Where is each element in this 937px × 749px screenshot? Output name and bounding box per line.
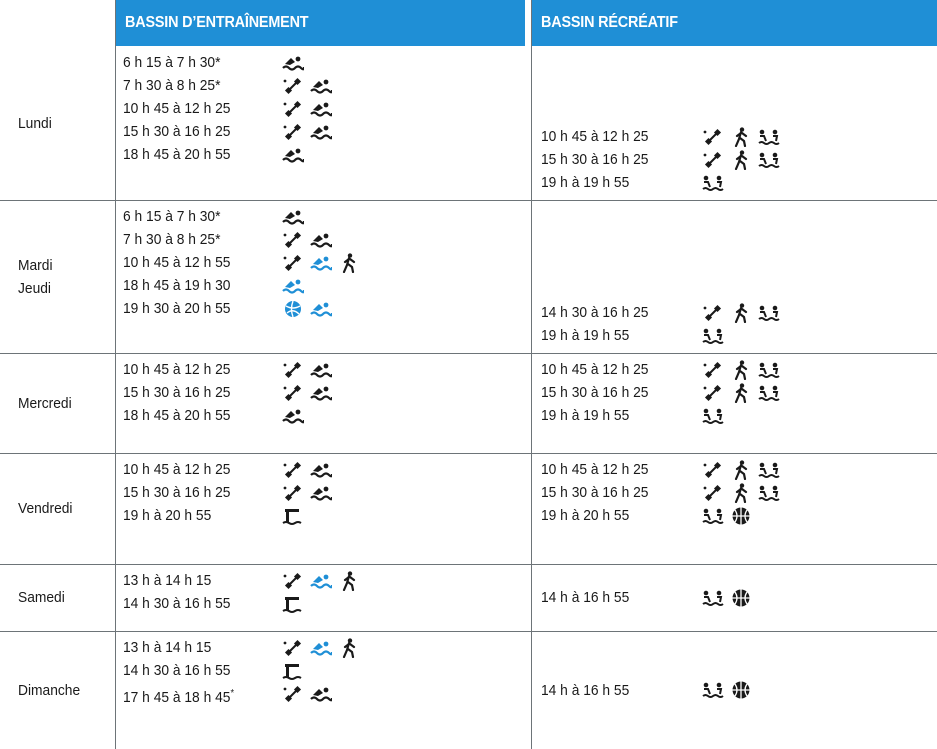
time-slot-text: 10 h 45 à 12 h 55 (123, 254, 231, 271)
time-slot-text: 7 h 30 à 8 h 25* (123, 77, 221, 94)
activity-icons (282, 381, 338, 404)
activity-icons (282, 251, 366, 274)
time-slot-text: 10 h 45 à 12 h 25 (123, 100, 231, 117)
time-slot-text: 19 h 30 à 20 h 55 (123, 300, 231, 317)
day-label: Dimanche (18, 681, 81, 699)
activity-icons (702, 679, 758, 702)
time-slot-text: 19 h à 19 h 55 (541, 174, 630, 191)
walking-icon (338, 638, 360, 658)
time-slot (123, 358, 240, 381)
time-slot-text: 13 h à 14 h 15 (123, 572, 212, 589)
time-slot-text: 14 h à 16 h 55 (541, 681, 630, 699)
activity-icons (282, 74, 338, 97)
day-label: Vendredi (18, 500, 73, 517)
family-swim-icon (702, 506, 724, 526)
activity-icons (282, 274, 310, 297)
aquafitness-icon (282, 122, 304, 142)
time-slot (541, 404, 637, 427)
time-slot-text: 10 h 45 à 12 h 25 (541, 361, 649, 378)
day-label: Jeudi (18, 279, 51, 297)
activity-icons (702, 504, 758, 527)
time-slot-text: 19 h à 19 h 55 (541, 327, 630, 344)
activity-icons (282, 228, 338, 251)
aquafitness-icon (702, 360, 724, 380)
swim-icon (282, 406, 304, 426)
time-slot (541, 586, 637, 609)
time-slot (123, 404, 240, 427)
time-slot (123, 97, 240, 120)
family-swim-icon (702, 406, 724, 426)
walking-icon (338, 253, 360, 273)
aquafitness-icon (282, 638, 304, 658)
row-divider (0, 453, 937, 454)
activity-icons (702, 404, 730, 427)
aquafitness-icon (702, 460, 724, 480)
swim-icon (310, 99, 332, 119)
time-slot-text: 10 h 45 à 12 h 25 (123, 461, 231, 478)
time-slot-text: 7 h 30 à 8 h 25* (123, 231, 221, 248)
activity-icons (282, 504, 310, 527)
basketball-icon (730, 680, 752, 700)
day-label: Samedi (18, 589, 65, 606)
time-slot-text: 19 h à 19 h 55 (541, 407, 630, 424)
time-slot (541, 381, 658, 404)
diving-board-icon (282, 594, 304, 614)
time-slot-text: 18 h 45 à 19 h 30 (123, 277, 231, 294)
activity-icons (282, 143, 310, 166)
time-slot (123, 381, 240, 404)
time-slot (123, 504, 219, 527)
header-recreational-pool: BASSIN RÉCRÉATIF (531, 0, 937, 46)
activity-icons (282, 358, 338, 381)
family-swim-icon (702, 588, 724, 608)
walking-icon (730, 460, 752, 480)
activity-icons (702, 301, 786, 324)
family-swim-icon (702, 326, 724, 346)
diving-board-icon (282, 506, 304, 526)
activity-icons (282, 297, 338, 320)
time-slot (123, 143, 240, 166)
time-slot-text: 6 h 15 à 7 h 30* (123, 208, 221, 225)
day-label: Lundi (18, 114, 52, 132)
walking-icon (730, 483, 752, 503)
activity-icons (282, 404, 310, 427)
time-slot (541, 504, 637, 527)
time-slot-text: 18 h 45 à 20 h 55 (123, 407, 231, 424)
time-slot (541, 358, 658, 381)
time-slot (541, 481, 658, 504)
aquafitness-icon (282, 684, 304, 704)
time-slot-text: 10 h 45 à 12 h 25 (123, 361, 231, 378)
walking-icon (730, 360, 752, 380)
time-slot (541, 679, 637, 702)
time-slot-text: 15 h 30 à 16 h 25 (123, 123, 231, 140)
time-slot-text: 14 h 30 à 16 h 55 (123, 662, 231, 679)
basketball-icon (730, 588, 752, 608)
aquafitness-icon (282, 99, 304, 119)
time-slot (123, 51, 229, 74)
aquafitness-icon (282, 483, 304, 503)
swim-icon (310, 122, 332, 142)
aquafitness-icon (282, 230, 304, 250)
aquafitness-icon (282, 571, 304, 591)
time-slot (123, 205, 229, 228)
time-slot (123, 636, 219, 659)
family-swim-icon (758, 303, 780, 323)
activity-icons (702, 324, 730, 347)
swim-blue-icon (310, 253, 332, 273)
swim-icon (310, 483, 332, 503)
swim-blue-icon (310, 571, 332, 591)
column-divider (115, 0, 116, 749)
time-slot (123, 682, 244, 705)
column-divider (531, 0, 532, 749)
family-swim-icon (758, 383, 780, 403)
family-swim-icon (758, 150, 780, 170)
time-slot-text: 17 h 45 à 18 h 45* (123, 688, 235, 706)
time-slot (123, 569, 219, 592)
time-slot (123, 228, 229, 251)
time-slot-text: 14 h 30 à 16 h 25 (541, 304, 649, 321)
time-slot (123, 297, 240, 320)
activity-icons (282, 97, 338, 120)
aquafitness-icon (282, 76, 304, 96)
time-slot (123, 74, 229, 97)
day-label: Mardi (18, 256, 53, 274)
swim-blue-icon (310, 638, 332, 658)
walking-icon (730, 127, 752, 147)
activity-icons (282, 659, 310, 682)
time-slot (123, 120, 240, 143)
aquafitness-icon (702, 383, 724, 403)
aquafitness-icon (282, 460, 304, 480)
swim-icon (282, 207, 304, 227)
activity-icons (702, 171, 730, 194)
aquafitness-icon (282, 253, 304, 273)
swim-icon (310, 383, 332, 403)
activity-icons (282, 205, 310, 228)
swim-icon (310, 360, 332, 380)
time-slot-text: 6 h 15 à 7 h 30* (123, 54, 221, 71)
time-slot-text: 13 h à 14 h 15 (123, 639, 212, 656)
diving-board-icon (282, 661, 304, 681)
time-slot (541, 148, 658, 171)
time-slot (541, 171, 637, 194)
swim-icon (310, 76, 332, 96)
activity-icons (702, 381, 786, 404)
row-divider (0, 564, 937, 565)
swim-blue-icon (310, 299, 332, 319)
time-slot (541, 301, 658, 324)
time-slot-text: 14 h 30 à 16 h 55 (123, 595, 231, 612)
swim-icon (310, 230, 332, 250)
walking-icon (338, 571, 360, 591)
day-label: Mercredi (18, 394, 72, 412)
family-swim-icon (758, 127, 780, 147)
header-training-pool: BASSIN D’ENTRAÎNEMENT (115, 0, 525, 46)
time-slot-text: 15 h 30 à 16 h 25 (541, 151, 649, 168)
walking-icon (730, 383, 752, 403)
swim-icon (310, 684, 332, 704)
water-polo-blue-icon (282, 299, 304, 319)
aquafitness-icon (702, 150, 724, 170)
swim-icon (282, 145, 304, 165)
family-swim-icon (758, 460, 780, 480)
time-slot-text: 19 h à 20 h 55 (123, 507, 212, 524)
time-slot-text: 15 h 30 à 16 h 25 (541, 484, 649, 501)
time-slot (123, 481, 240, 504)
time-slot-text: 10 h 45 à 12 h 25 (541, 128, 649, 145)
family-swim-icon (702, 680, 724, 700)
walking-icon (730, 303, 752, 323)
family-swim-icon (758, 483, 780, 503)
swim-icon (310, 460, 332, 480)
aquafitness-icon (282, 383, 304, 403)
activity-icons (282, 592, 310, 615)
row-divider (0, 200, 937, 201)
time-slot-text: 18 h 45 à 20 h 55 (123, 146, 231, 163)
time-slot-text: 10 h 45 à 12 h 25 (541, 461, 649, 478)
basketball-icon (730, 506, 752, 526)
aquafitness-icon (702, 127, 724, 147)
time-slot (123, 458, 240, 481)
time-slot (123, 592, 240, 615)
activity-icons (702, 458, 786, 481)
aquafitness-icon (702, 483, 724, 503)
row-divider (0, 353, 937, 354)
time-slot-text: 19 h à 20 h 55 (541, 507, 630, 524)
activity-icons (282, 481, 338, 504)
aquafitness-icon (282, 360, 304, 380)
swim-icon (282, 53, 304, 73)
activity-icons (282, 569, 366, 592)
activity-icons (282, 51, 310, 74)
aquafitness-icon (702, 303, 724, 323)
activity-icons (282, 120, 338, 143)
time-slot (541, 324, 637, 347)
family-swim-icon (702, 173, 724, 193)
activity-icons (282, 458, 338, 481)
time-slot (123, 659, 240, 682)
time-slot (541, 125, 658, 148)
activity-icons (702, 125, 786, 148)
activity-icons (282, 636, 366, 659)
activity-icons (282, 682, 338, 705)
activity-icons (702, 148, 786, 171)
activity-icons (702, 586, 758, 609)
activity-icons (702, 358, 786, 381)
time-slot (123, 251, 240, 274)
activity-icons (702, 481, 786, 504)
time-slot-text: 15 h 30 à 16 h 25 (123, 484, 231, 501)
time-slot (541, 458, 658, 481)
family-swim-icon (758, 360, 780, 380)
time-slot (123, 274, 240, 297)
row-divider (0, 631, 937, 632)
time-slot-text: 14 h à 16 h 55 (541, 589, 630, 606)
walking-icon (730, 150, 752, 170)
swim-blue-icon (282, 276, 304, 296)
time-slot-text: 15 h 30 à 16 h 25 (123, 384, 231, 401)
time-slot-text: 15 h 30 à 16 h 25 (541, 384, 649, 401)
footnote-asterisk: * (230, 688, 235, 699)
